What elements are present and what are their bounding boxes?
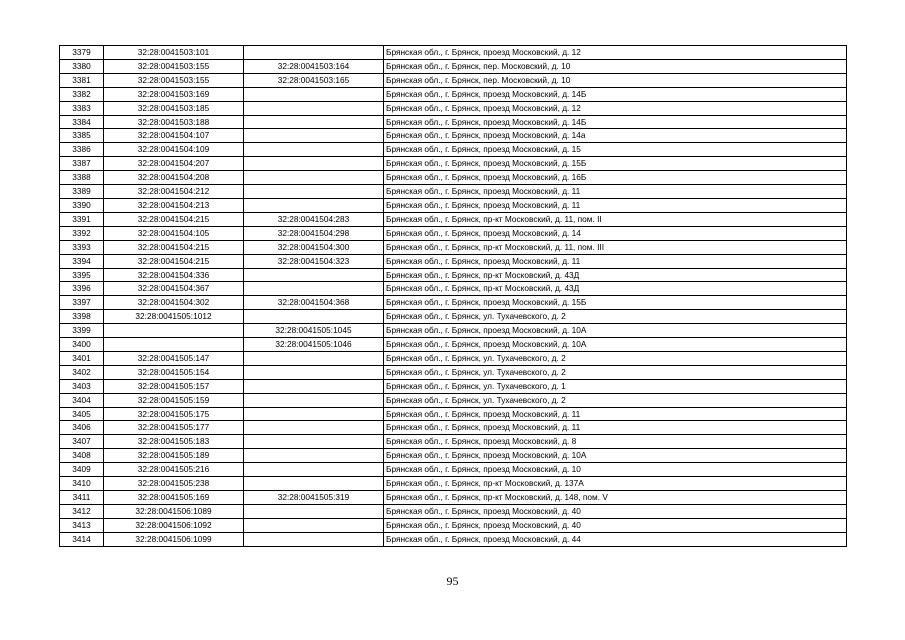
premises-cadastral-number-cell: 32:28:0041505:1045 <box>244 324 384 338</box>
table-row <box>60 435 847 449</box>
property-registry-table <box>59 45 847 547</box>
table-row <box>60 143 847 157</box>
premises-cadastral-number-cell <box>244 198 384 212</box>
row-number-cell: 3407 <box>60 435 104 449</box>
address-cell: Брянская обл., г. Брянск, проезд Московский, д. 8 <box>384 435 847 449</box>
table-row <box>60 59 847 73</box>
premises-cadastral-number-cell <box>244 435 384 449</box>
cadastral-number-cell: 32:28:0041505:175 <box>104 407 244 421</box>
premises-cadastral-number-cell <box>244 532 384 546</box>
premises-cadastral-number-cell <box>244 46 384 60</box>
premises-cadastral-number-cell <box>244 115 384 129</box>
row-number-cell: 3409 <box>60 463 104 477</box>
table-row <box>60 129 847 143</box>
table-row <box>60 171 847 185</box>
premises-cadastral-number-cell: 32:28:0041504:323 <box>244 254 384 268</box>
table-row <box>60 212 847 226</box>
premises-cadastral-number-cell: 32:28:0041503:164 <box>244 59 384 73</box>
row-number-cell: 3403 <box>60 379 104 393</box>
row-number-cell: 3385 <box>60 129 104 143</box>
registry-table-body <box>60 46 847 547</box>
cadastral-number-cell: 32:28:0041504:367 <box>104 282 244 296</box>
address-cell: Брянская обл., г. Брянск, проезд Московский, д. 10 <box>384 463 847 477</box>
address-cell: Брянская обл., г. Брянск, проезд Московский, д. 11 <box>384 185 847 199</box>
cadastral-number-cell: 32:28:0041503:155 <box>104 73 244 87</box>
cadastral-number-cell: 32:28:0041506:1099 <box>104 532 244 546</box>
page-number: 95 <box>446 574 459 588</box>
cadastral-number-cell: 32:28:0041504:212 <box>104 185 244 199</box>
row-number-cell: 3401 <box>60 351 104 365</box>
address-cell: Брянская обл., г. Брянск, проезд Московский, д. 16Б <box>384 171 847 185</box>
table-row <box>60 463 847 477</box>
table-row <box>60 324 847 338</box>
premises-cadastral-number-cell <box>244 310 384 324</box>
premises-cadastral-number-cell: 32:28:0041504:300 <box>244 240 384 254</box>
row-number-cell: 3382 <box>60 87 104 101</box>
table-row <box>60 185 847 199</box>
table-row <box>60 518 847 532</box>
address-cell: Брянская обл., г. Брянск, проезд Московский, д. 14а <box>384 129 847 143</box>
cadastral-number-cell: 32:28:0041505:238 <box>104 477 244 491</box>
premises-cadastral-number-cell <box>244 101 384 115</box>
address-cell: Брянская обл., г. Брянск, проезд Московский, д. 10А <box>384 324 847 338</box>
row-number-cell: 3398 <box>60 310 104 324</box>
address-cell: Брянская обл., г. Брянск, проезд Московский, д. 12 <box>384 101 847 115</box>
premises-cadastral-number-cell <box>244 463 384 477</box>
table-row <box>60 504 847 518</box>
address-cell: Брянская обл., г. Брянск, проезд Московский, д. 14Б <box>384 115 847 129</box>
address-cell: Брянская обл., г. Брянск, пр-кт Московский, д. 137А <box>384 477 847 491</box>
table-row <box>60 491 847 505</box>
row-number-cell: 3413 <box>60 518 104 532</box>
table-row <box>60 226 847 240</box>
address-cell: Брянская обл., г. Брянск, ул. Тухачевского, д. 2 <box>384 393 847 407</box>
cadastral-number-cell: 32:28:0041505:189 <box>104 449 244 463</box>
table-row <box>60 282 847 296</box>
row-number-cell: 3383 <box>60 101 104 115</box>
row-number-cell: 3393 <box>60 240 104 254</box>
row-number-cell: 3379 <box>60 46 104 60</box>
address-cell: Брянская обл., г. Брянск, проезд Московский, д. 15 <box>384 143 847 157</box>
premises-cadastral-number-cell <box>244 421 384 435</box>
cadastral-number-cell: 32:28:0041505:154 <box>104 365 244 379</box>
address-cell: Брянская обл., г. Брянск, ул. Тухачевского, д. 2 <box>384 365 847 379</box>
cadastral-number-cell: 32:28:0041503:185 <box>104 101 244 115</box>
cadastral-number-cell <box>104 324 244 338</box>
table-row <box>60 254 847 268</box>
table-row <box>60 310 847 324</box>
row-number-cell: 3387 <box>60 157 104 171</box>
premises-cadastral-number-cell <box>244 185 384 199</box>
premises-cadastral-number-cell: 32:28:0041505:1046 <box>244 338 384 352</box>
row-number-cell: 3391 <box>60 212 104 226</box>
row-number-cell: 3389 <box>60 185 104 199</box>
table-row <box>60 87 847 101</box>
address-cell: Брянская обл., г. Брянск, проезд Московский, д. 44 <box>384 532 847 546</box>
row-number-cell: 3400 <box>60 338 104 352</box>
table-row <box>60 449 847 463</box>
cadastral-number-cell: 32:28:0041504:213 <box>104 198 244 212</box>
row-number-cell: 3392 <box>60 226 104 240</box>
row-number-cell: 3404 <box>60 393 104 407</box>
table-row <box>60 365 847 379</box>
cadastral-number-cell: 32:28:0041504:215 <box>104 254 244 268</box>
table-row <box>60 351 847 365</box>
table-row <box>60 296 847 310</box>
row-number-cell: 3399 <box>60 324 104 338</box>
table-row <box>60 393 847 407</box>
address-cell: Брянская обл., г. Брянск, проезд Московский, д. 11 <box>384 421 847 435</box>
cadastral-number-cell: 32:28:0041506:1092 <box>104 518 244 532</box>
cadastral-number-cell: 32:28:0041504:336 <box>104 268 244 282</box>
cadastral-number-cell: 32:28:0041503:169 <box>104 87 244 101</box>
row-number-cell: 3388 <box>60 171 104 185</box>
table-row <box>60 379 847 393</box>
cadastral-number-cell: 32:28:0041504:302 <box>104 296 244 310</box>
table-row <box>60 338 847 352</box>
cadastral-number-cell: 32:28:0041504:207 <box>104 157 244 171</box>
cadastral-number-cell: 32:28:0041505:157 <box>104 379 244 393</box>
address-cell: Брянская обл., г. Брянск, ул. Тухачевского, д. 2 <box>384 310 847 324</box>
premises-cadastral-number-cell <box>244 379 384 393</box>
cadastral-number-cell: 32:28:0041505:147 <box>104 351 244 365</box>
table-row <box>60 46 847 60</box>
premises-cadastral-number-cell: 32:28:0041504:283 <box>244 212 384 226</box>
row-number-cell: 3380 <box>60 59 104 73</box>
premises-cadastral-number-cell <box>244 268 384 282</box>
cadastral-number-cell: 32:28:0041505:183 <box>104 435 244 449</box>
premises-cadastral-number-cell <box>244 157 384 171</box>
address-cell: Брянская обл., г. Брянск, проезд Московский, д. 11 <box>384 254 847 268</box>
cadastral-number-cell: 32:28:0041505:1012 <box>104 310 244 324</box>
premises-cadastral-number-cell <box>244 351 384 365</box>
table-row <box>60 532 847 546</box>
row-number-cell: 3402 <box>60 365 104 379</box>
address-cell: Брянская обл., г. Брянск, пр-кт Московский, д. 43Д <box>384 268 847 282</box>
row-number-cell: 3412 <box>60 504 104 518</box>
cadastral-number-cell: 32:28:0041505:216 <box>104 463 244 477</box>
address-cell: Брянская обл., г. Брянск, проезд Московский, д. 14Б <box>384 87 847 101</box>
premises-cadastral-number-cell <box>244 143 384 157</box>
address-cell: Брянская обл., г. Брянск, проезд Московский, д. 11 <box>384 407 847 421</box>
premises-cadastral-number-cell <box>244 365 384 379</box>
table-row <box>60 407 847 421</box>
row-number-cell: 3405 <box>60 407 104 421</box>
premises-cadastral-number-cell <box>244 407 384 421</box>
premises-cadastral-number-cell <box>244 171 384 185</box>
cadastral-number-cell: 32:28:0041506:1089 <box>104 504 244 518</box>
table-row <box>60 421 847 435</box>
premises-cadastral-number-cell <box>244 518 384 532</box>
address-cell: Брянская обл., г. Брянск, пр-кт Московский, д. 148, пом. V <box>384 491 847 505</box>
address-cell: Брянская обл., г. Брянск, проезд Московский, д. 10А <box>384 338 847 352</box>
premises-cadastral-number-cell <box>244 504 384 518</box>
row-number-cell: 3414 <box>60 532 104 546</box>
table-row <box>60 73 847 87</box>
address-cell: Брянская обл., г. Брянск, пр-кт Московский, д. 11, пом. II <box>384 212 847 226</box>
row-number-cell: 3408 <box>60 449 104 463</box>
table-row <box>60 157 847 171</box>
cadastral-number-cell: 32:28:0041505:177 <box>104 421 244 435</box>
row-number-cell: 3381 <box>60 73 104 87</box>
row-number-cell: 3396 <box>60 282 104 296</box>
address-cell: Брянская обл., г. Брянск, пр-кт Московский, д. 11, пом. III <box>384 240 847 254</box>
row-number-cell: 3411 <box>60 491 104 505</box>
table-row <box>60 115 847 129</box>
row-number-cell: 3406 <box>60 421 104 435</box>
cadastral-number-cell: 32:28:0041504:105 <box>104 226 244 240</box>
address-cell: Брянская обл., г. Брянск, проезд Московский, д. 15Б <box>384 157 847 171</box>
cadastral-number-cell: 32:28:0041504:107 <box>104 129 244 143</box>
premises-cadastral-number-cell <box>244 477 384 491</box>
premises-cadastral-number-cell <box>244 87 384 101</box>
table-row <box>60 268 847 282</box>
cadastral-number-cell: 32:28:0041505:159 <box>104 393 244 407</box>
address-cell: Брянская обл., г. Брянск, проезд Московский, д. 10А <box>384 449 847 463</box>
row-number-cell: 3390 <box>60 198 104 212</box>
address-cell: Брянская обл., г. Брянск, проезд Московский, д. 15Б <box>384 296 847 310</box>
cadastral-number-cell: 32:28:0041505:169 <box>104 491 244 505</box>
table-row <box>60 101 847 115</box>
cadastral-number-cell <box>104 338 244 352</box>
address-cell: Брянская обл., г. Брянск, пр-кт Московский, д. 43Д <box>384 282 847 296</box>
cadastral-number-cell: 32:28:0041504:215 <box>104 240 244 254</box>
row-number-cell: 3410 <box>60 477 104 491</box>
cadastral-number-cell: 32:28:0041504:109 <box>104 143 244 157</box>
address-cell: Брянская обл., г. Брянск, проезд Московский, д. 40 <box>384 518 847 532</box>
address-cell: Брянская обл., г. Брянск, ул. Тухачевского, д. 1 <box>384 379 847 393</box>
cadastral-number-cell: 32:28:0041503:155 <box>104 59 244 73</box>
row-number-cell: 3384 <box>60 115 104 129</box>
address-cell: Брянская обл., г. Брянск, проезд Московский, д. 40 <box>384 504 847 518</box>
address-cell: Брянская обл., г. Брянск, пер. Московский, д. 10 <box>384 59 847 73</box>
row-number-cell: 3397 <box>60 296 104 310</box>
premises-cadastral-number-cell <box>244 393 384 407</box>
premises-cadastral-number-cell <box>244 129 384 143</box>
cadastral-number-cell: 32:28:0041504:215 <box>104 212 244 226</box>
premises-cadastral-number-cell <box>244 449 384 463</box>
address-cell: Брянская обл., г. Брянск, пер. Московский, д. 10 <box>384 73 847 87</box>
cadastral-number-cell: 32:28:0041504:208 <box>104 171 244 185</box>
address-cell: Брянская обл., г. Брянск, проезд Московский, д. 11 <box>384 198 847 212</box>
row-number-cell: 3395 <box>60 268 104 282</box>
premises-cadastral-number-cell: 32:28:0041504:298 <box>244 226 384 240</box>
address-cell: Брянская обл., г. Брянск, ул. Тухачевского, д. 2 <box>384 351 847 365</box>
address-cell: Брянская обл., г. Брянск, проезд Московский, д. 12 <box>384 46 847 60</box>
premises-cadastral-number-cell: 32:28:0041504:368 <box>244 296 384 310</box>
address-cell: Брянская обл., г. Брянск, проезд Московский, д. 14 <box>384 226 847 240</box>
cadastral-number-cell: 32:28:0041503:188 <box>104 115 244 129</box>
table-row <box>60 240 847 254</box>
row-number-cell: 3386 <box>60 143 104 157</box>
table-row <box>60 477 847 491</box>
premises-cadastral-number-cell: 32:28:0041505:319 <box>244 491 384 505</box>
table-row <box>60 198 847 212</box>
premises-cadastral-number-cell: 32:28:0041503:165 <box>244 73 384 87</box>
premises-cadastral-number-cell <box>244 282 384 296</box>
cadastral-number-cell: 32:28:0041503:101 <box>104 46 244 60</box>
row-number-cell: 3394 <box>60 254 104 268</box>
